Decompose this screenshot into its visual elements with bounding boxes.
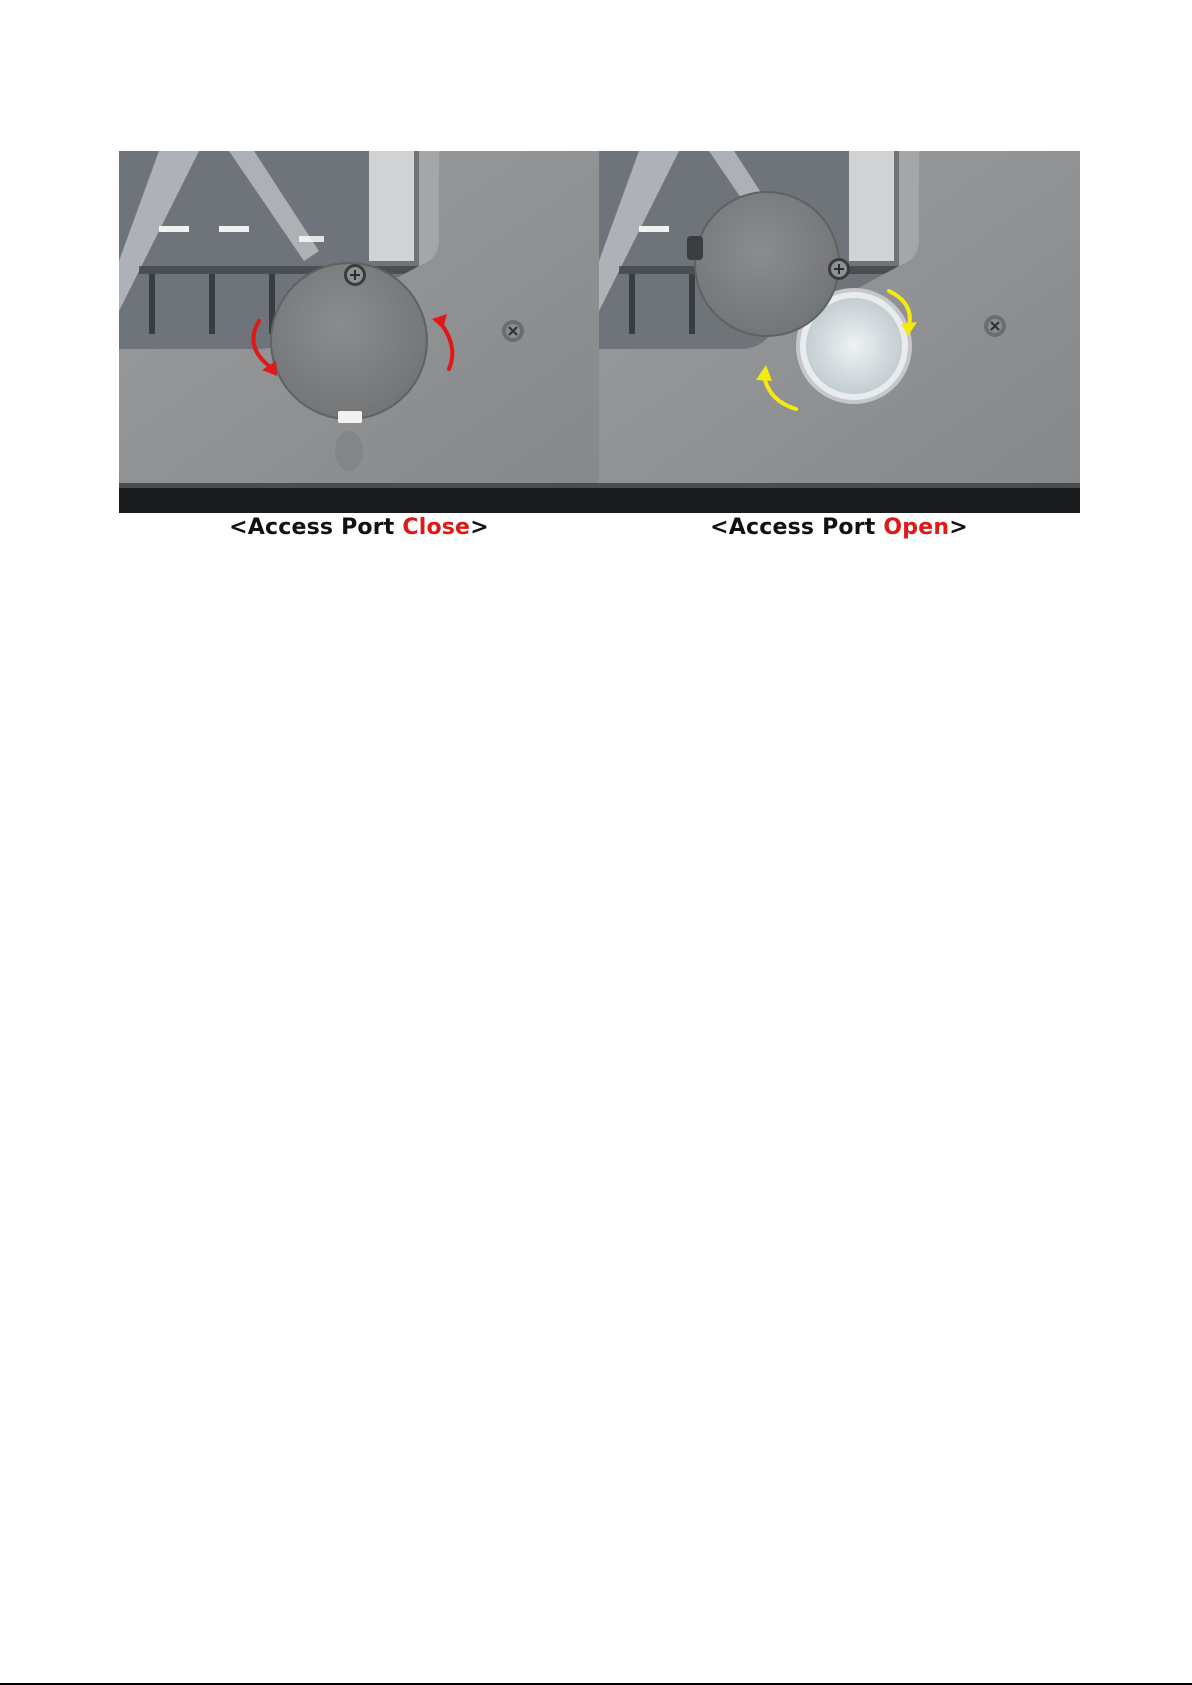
caption-access-port-close <box>119 515 599 540</box>
access-port-open-photo <box>599 151 1080 513</box>
caption-suffix: > <box>949 515 968 540</box>
access-port-open-illustration <box>599 151 1080 513</box>
caption-row <box>119 515 1080 540</box>
caption-state: Close <box>402 515 471 540</box>
caption-state: Open <box>883 515 950 540</box>
caption-prefix: <Access Port <box>229 515 403 540</box>
photo-row <box>119 151 1080 513</box>
access-port-closed-photo <box>119 151 599 513</box>
access-port-closed-illustration <box>119 151 599 513</box>
caption-access-port-open <box>599 515 1079 540</box>
caption-suffix: > <box>470 515 489 540</box>
caption-prefix: <Access Port <box>710 515 884 540</box>
